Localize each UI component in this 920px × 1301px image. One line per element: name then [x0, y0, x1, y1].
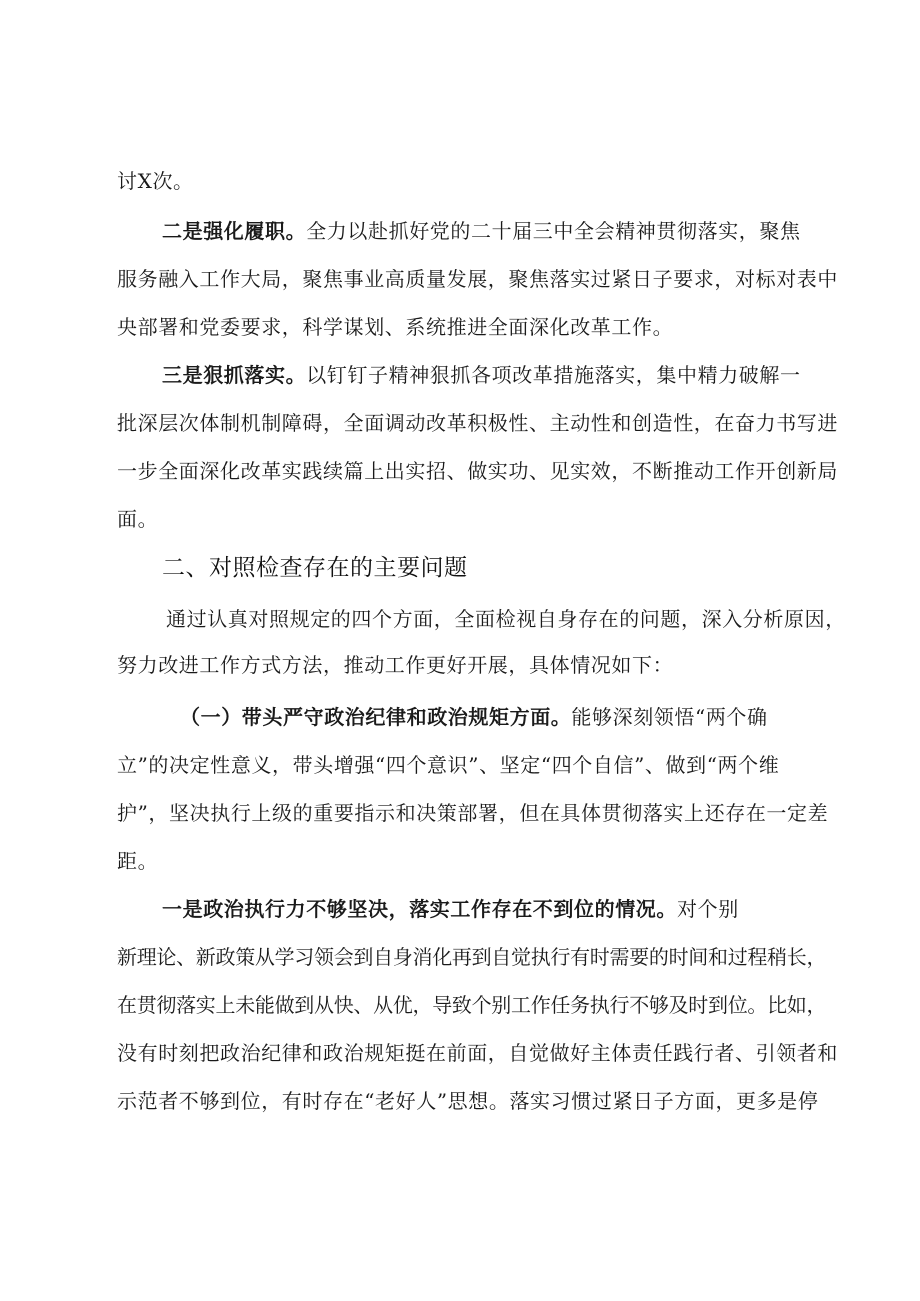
- text-run: 立”的决定性意义，带头增强“四个意识”、坚定“四个自信”、做到“两个维: [117, 753, 780, 777]
- text-run: 新理论、新政策从学习领会到自身消化再到自觉执行有时需要的时间和过程稍长，: [117, 945, 827, 969]
- paragraph-line: [166, 604, 846, 634]
- text-run: 全力以赴抓好党的二十届三中全会精神贯彻落实，聚焦: [306, 219, 801, 243]
- text-run: 一步全面深化改革实践续篇上出实招、做实功、见实效，不断推动工作开创新局: [117, 459, 838, 483]
- text-run: 央部署和党委要求，科学谋划、系统推进全面深化改革工作。: [117, 315, 674, 339]
- text-run: 批深层次体制机制障碍，全面调动改革积极性、主动性和创造性，在奋力书写进: [117, 411, 838, 435]
- text-run: 示范者不够到位，有时存在“老好人”思想。落实习惯过紧日子方面，更多是停: [117, 1089, 819, 1113]
- text-run: 没有时刻把政治纪律和政治规矩挺在前面，自觉做好主体责任践行者、引领者和: [117, 1041, 838, 1065]
- paragraph-line: [117, 312, 817, 342]
- paragraph-line: [180, 702, 830, 732]
- paragraph-line: [117, 166, 817, 196]
- paragraph-line: [117, 264, 838, 294]
- paragraph-lead-bold: 二是强化履职。: [162, 219, 307, 243]
- paragraph-lead-bold: （一）带头严守政治纪律和政治规矩方面。: [180, 705, 572, 729]
- text-run: 以钉钉子精神狠抓各项改革措施落实，集中精力破解一: [306, 363, 801, 387]
- paragraph-line: [162, 894, 822, 924]
- text-run: 努力改进工作方式方法，推动工作更好开展，具体情况如下：: [117, 653, 674, 677]
- text-run: 服务融入工作大局，聚焦事业高质量发展，聚焦落实过紧日子要求，对标对表中: [117, 267, 838, 291]
- paragraph-lead-bold: 三是狠抓落实。: [162, 363, 307, 387]
- paragraph-lead-bold: 一是政治执行力不够坚决，落实工作存在不到位的情况。: [162, 897, 677, 921]
- text-run: 通过认真对照规定的四个方面，全面检视自身存在的问题，深入分析原因，: [166, 607, 846, 631]
- paragraph-line: [117, 798, 829, 828]
- paragraph-line: [117, 408, 838, 438]
- text-run: 距。: [117, 849, 159, 873]
- paragraph-line: [117, 1038, 838, 1068]
- text-run: 对个别: [677, 897, 739, 921]
- paragraph-line: [117, 650, 817, 680]
- paragraph-line: [117, 990, 827, 1020]
- paragraph-line: [117, 504, 817, 534]
- paragraph-line: [117, 456, 838, 486]
- text-run: 讨X次。: [117, 169, 194, 193]
- paragraph-line: [162, 216, 822, 246]
- text-run: 面。: [117, 507, 159, 531]
- paragraph-line: [117, 942, 827, 972]
- paragraph-line: [162, 360, 822, 390]
- section-heading: 二、对照检查存在的主要问题: [162, 555, 468, 581]
- text-run: 在贯彻落实上未能做到从快、从优，导致个别工作任务执行不够及时到位。比如，: [117, 993, 827, 1017]
- paragraph-line: [117, 750, 817, 780]
- text-run: 护”，坚决执行上级的重要指示和决策部署，但在具体贯彻落实上还存在一定差: [117, 801, 829, 825]
- paragraph-line: [117, 846, 817, 876]
- paragraph-line: [117, 1086, 817, 1116]
- text-run: 能够深刻领悟“两个确: [571, 705, 768, 729]
